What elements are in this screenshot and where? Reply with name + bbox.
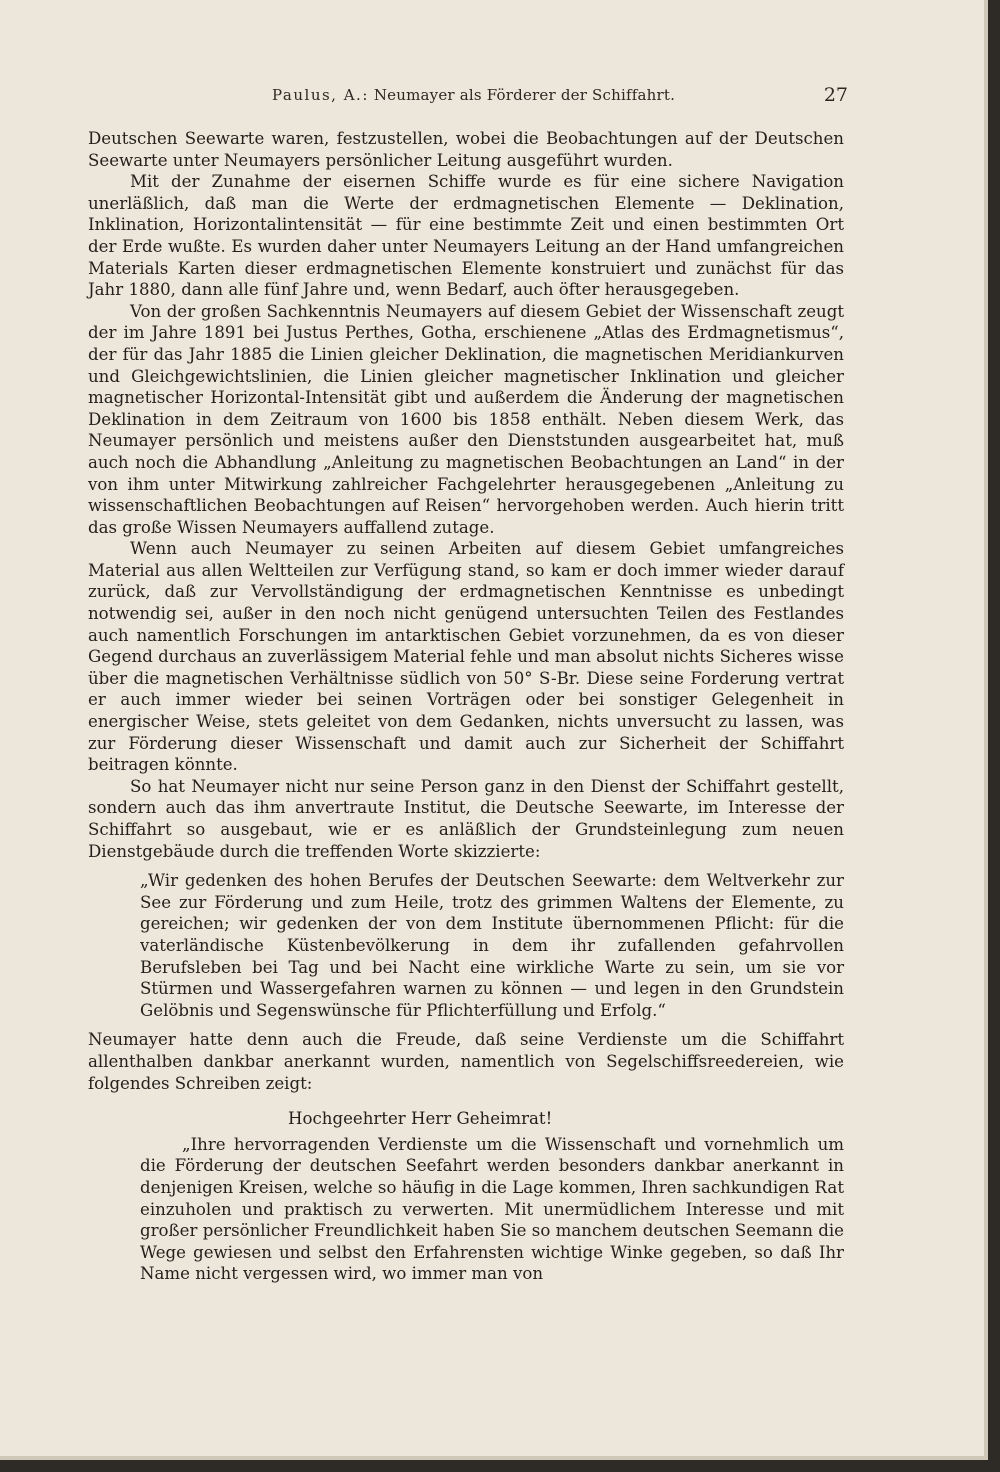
page-number: 27 [823, 84, 848, 106]
paragraph-continued: Deutschen Seewarte waren, festzustellen, wobei die Beobachtungen auf der Deutschen Seewarte unter Neumayers persönlicher Leitung ausgeführt wurden. [88, 129, 844, 170]
page-header [88, 86, 848, 112]
running-head-title: Neumayer als Förderer der Schiffahrt. [373, 86, 676, 104]
letter-salutation: Hochgeehrter Herr Geheimrat! [288, 1109, 553, 1129]
letter-text: „Ihre hervorragenden Verdienste um die Wissenschaft und vornehmlich um die Förderung der deutschen Seefahrt werden besonders dankbar anerkannt in denjenigen Kreisen, welche so häufig in die Lage kommen, Ihren sachkundigen Rat einzuholen und praktisch zu verwerten. Mit unermüdlichem Interesse und mit großer persönlicher Freundlichkeit haben Sie so manchem deutschen Seemann die Wege gewiesen und selbst den Erfahrensten wichtige Winke gegeben, so daß Ihr Name nicht vergessen wird, wo immer man von [140, 1134, 844, 1284]
block-quote: „Wir gedenken des hohen Berufes der Deutschen Seewarte: dem Weltverkehr zur See zur Förderung und zum Heile, trotz des grimmen Waltens der Elemente, zu gereichen; wir gedenken der von dem Institute übernommenen Pflicht: für die vaterländische Küstenbevölkerung in dem ihr zufallenden gefahrvollen Berufsleben bei Tag und bei Nacht eine wirkliche Warte zu sein, um sie vor Stürmen und Wassergefahren warnen zu können — und legen in den Grundstein Gelöbnis und Segenswünsche für Pflichterfüllung und Erfolg.“ [140, 871, 844, 1020]
paragraph-gratitude: Neumayer hatte denn auch die Freude, daß seine Verdienste um die Schiffahrt allenthalben dankbar anerkannt wurden, namentlich von Segelschiffsreedereien, wie folgendes Schreiben zeigt: [88, 1030, 844, 1093]
running-head [272, 86, 675, 104]
paragraph-seewarte: So hat Neumayer nicht nur seine Person ganz in den Dienst der Schiffahrt gestellt, sondern auch das ihm anvertraute Institut, die Deutsche Seewarte, im Interesse der Schiffahrt so ausgebaut, wie er es anläßlich der Grundsteinlegung zum neuen Dienstgebäude durch die treffenden Worte skizzierte: [88, 776, 844, 861]
paragraph-antarctic: Wenn auch Neumayer zu seinen Arbeiten auf diesem Gebiet umfangreiches Material aus allen Weltteilen zur Verfügung stand, so kam er doch immer wieder darauf zurück, daß zur Vervollständigung der erdmagnetischen Kenntnisse es unbedingt notwendig sei, außer in den noch nicht genügend untersuchten Teilen des Festlandes auch namentlich Forschungen im antarktischen Gebiet vorzunehmen, da es von dieser Gegend durchaus an zuverlässigem Material fehle und man absolut nichts Sicheres wisse über die magnetischen Verhältnisse südlich von 50° S-Br. Diese seine Forderung vertrat er auch immer wieder bei seinen Vorträgen oder bei sonstiger Gelegenheit in energischer Weise, stets geleitet von dem Gedanken, nichts unversucht zu lassen, was zur Förderung dieser Wissenschaft und damit auch zur Sicherheit der Schiffahrt beitragen könnte. [88, 539, 844, 775]
paragraph-atlas: Von der großen Sachkenntnis Neumayers auf diesem Gebiet der Wissenschaft zeugt der im Jahre 1891 bei Justus Perthes, Gotha, erschienene „Atlas des Erdmagnetismus“, der für das Jahr 1885 die Linien gleicher Deklination, die magnetischen Meridiankurven und Gleichgewichtslinien, die Linien gleicher magnetischer Inklination und gleicher magnetischer Horizontal-Intensität gibt und außerdem die Änderung der magnetischen Deklination in dem Zeitraum von 1600 bis 1858 enthält. Neben diesem Werk, das Neumayer persönlich und meistens außer den Dienststunden ausgearbeitet hat, muß auch noch die Abhandlung „Anleitung zu magnetischen Beobachtungen an Land“ in der von ihm unter Mitwirkung zahlreicher Fachgelehrter herausgegebenen „Anleitung zu wissenschaftlichen Beobachtungen auf Reisen“ hervorgehoben werden. Auch hierin tritt das große Wissen Neumayers auffallend zutage. [88, 301, 844, 537]
paragraph-iron-ships: Mit der Zunahme der eisernen Schiffe wurde es für eine sichere Navigation unerläßlich, daß man die Werte der erdmagnetischen Elemente — Deklination, Inklination, Horizontalintensität — für eine bestimmte Zeit und einen bestimmten Ort der Erde wußte. Es wurden daher unter Neumayers Leitung an der Hand umfangreichen Materials Karten dieser erdmagnetischen Elemente konstruiert und zunächst für das Jahr 1880, dann alle fünf Jahre und, wenn Bedarf, auch öfter herausgegeben. [88, 172, 844, 300]
running-head-author: Paulus, A.: [272, 86, 369, 104]
body-text [88, 128, 844, 1285]
